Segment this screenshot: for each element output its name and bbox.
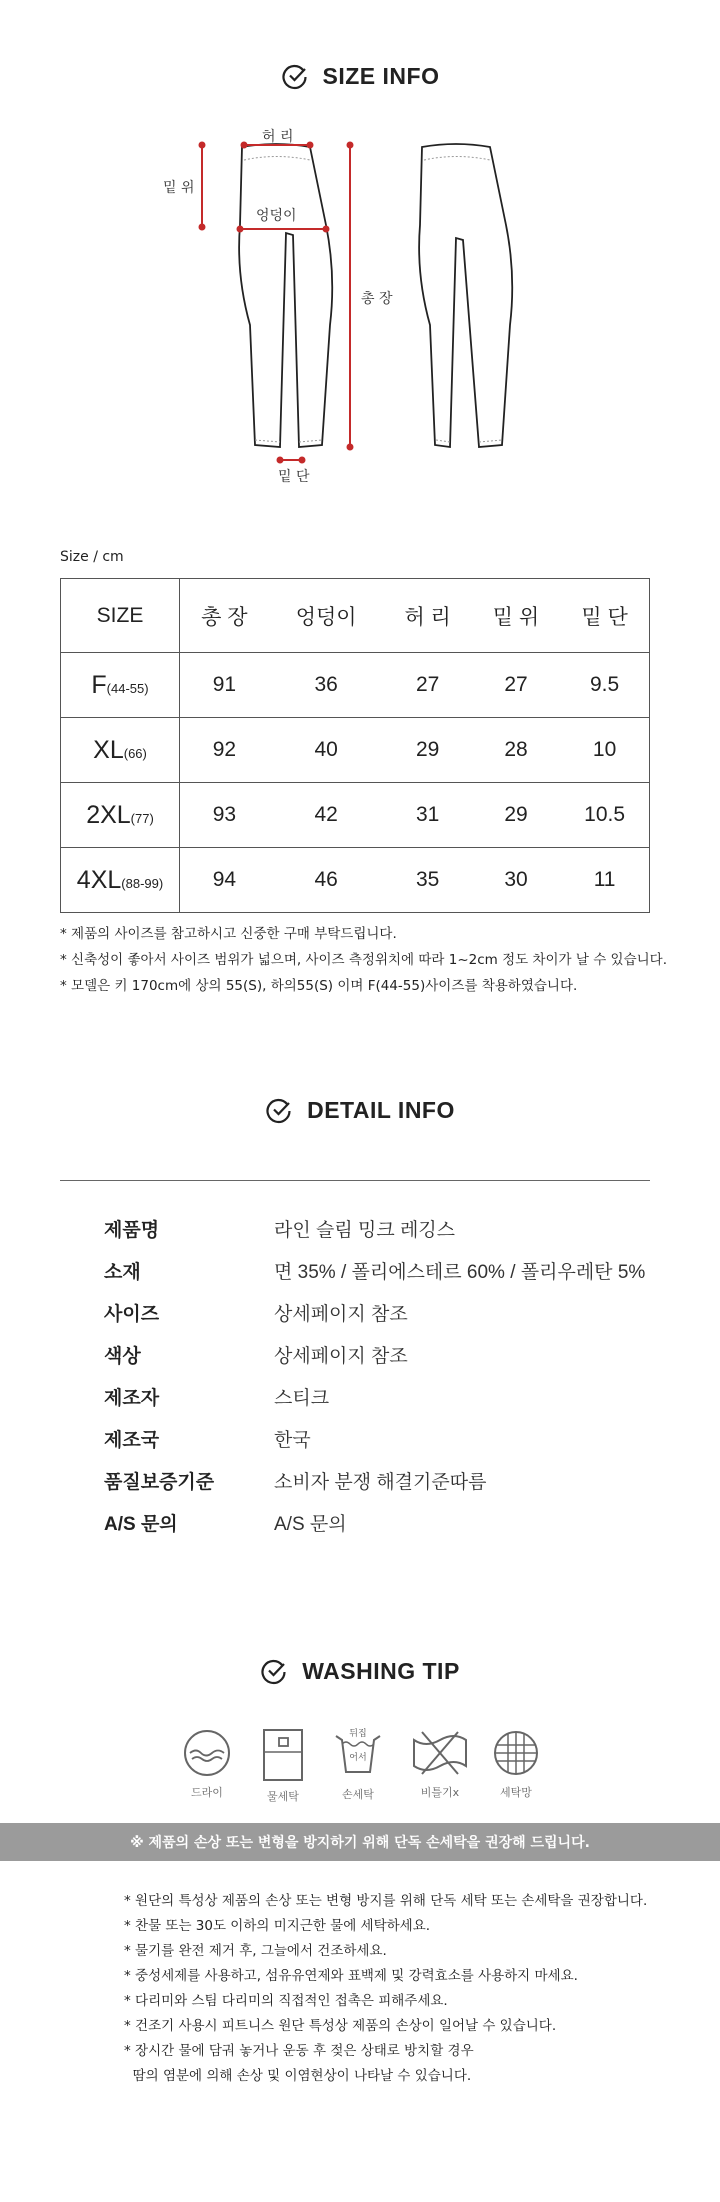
dry-clean-icon bbox=[182, 1728, 232, 1778]
detail-value: 라인 슬림 밍크 레깅스 bbox=[274, 1220, 456, 1241]
wash-tip: * 원단의 특성상 제품의 손상 또는 변형 방지를 위해 단독 세탁 또는 손세탁을 권장합니다. bbox=[124, 1893, 648, 1909]
wash-tip: * 장시간 물에 담궈 놓거나 운동 후 젖은 상태로 방치할 경우 bbox=[124, 2043, 474, 2059]
value-cell: 29 bbox=[383, 718, 471, 783]
size-table-header-row bbox=[61, 579, 650, 653]
wash-icon-item bbox=[248, 1728, 318, 1804]
size-cell: 2XL(77) bbox=[61, 783, 180, 848]
wash-caption: 세탁망 bbox=[500, 1786, 532, 1799]
size-table-row bbox=[61, 848, 650, 913]
value-cell: 36 bbox=[269, 653, 384, 718]
detail-row bbox=[104, 1252, 645, 1294]
size-note: * 신축성이 좋아서 사이즈 범위가 넓으며, 사이즈 측정위치에 따라 1~2cm 정도 차이가 날 수 있습니다. bbox=[60, 952, 667, 968]
hip-label: 엉덩이 bbox=[256, 208, 297, 224]
value-cell: 93 bbox=[180, 783, 269, 848]
leggings-diagram bbox=[150, 125, 570, 495]
size-table-header-cell: SIZE bbox=[61, 579, 180, 653]
water-wash-icon bbox=[258, 1728, 308, 1782]
detail-key: 소재 bbox=[104, 1262, 141, 1283]
detail-key: 사이즈 bbox=[104, 1304, 160, 1325]
value-cell: 28 bbox=[472, 718, 560, 783]
size-table-header-cell: 밑 단 bbox=[560, 579, 649, 653]
value-cell: 91 bbox=[180, 653, 269, 718]
detail-list bbox=[104, 1210, 645, 1546]
hand-wash-inner-text: 뒤집 bbox=[349, 1729, 367, 1739]
detail-row bbox=[104, 1504, 645, 1546]
value-cell: 10.5 bbox=[560, 783, 649, 848]
wash-tip: * 중성세제를 사용하고, 섬유유연제와 표백제 및 강력효소를 사용하지 마세요. bbox=[124, 1968, 578, 1984]
size-table-header-cell: 허 리 bbox=[383, 579, 471, 653]
detail-info-title: DETAIL INFO bbox=[307, 1096, 455, 1123]
hand-wash-icon bbox=[332, 1728, 384, 1780]
detail-key: A/S 문의 bbox=[104, 1514, 178, 1535]
size-note: * 제품의 사이즈를 참고하시고 신중한 구매 부탁드립니다. bbox=[60, 926, 397, 942]
detail-info-heading bbox=[0, 1096, 720, 1124]
size-notes bbox=[60, 921, 667, 999]
washing-tip-heading bbox=[0, 1657, 720, 1685]
detail-key: 품질보증기준 bbox=[104, 1472, 215, 1493]
detail-row bbox=[104, 1420, 645, 1462]
check-circle-icon bbox=[260, 1657, 288, 1685]
detail-row bbox=[104, 1378, 645, 1420]
detail-key: 제조국 bbox=[104, 1430, 160, 1451]
size-note: * 모델은 키 170cm에 상의 55(S), 하의55(S) 이며 F(44-55)사이즈를 착용하였습니다. bbox=[60, 978, 578, 994]
length-label: 총 장 bbox=[361, 291, 393, 307]
detail-row bbox=[104, 1462, 645, 1504]
wash-tip: * 건조기 사용시 피트니스 원단 특성상 제품의 손상이 일어날 수 있습니다. bbox=[124, 2018, 557, 2034]
size-table-row bbox=[61, 653, 650, 718]
waist-label: 허 리 bbox=[262, 129, 294, 145]
size-table-header-cell: 총 장 bbox=[180, 579, 269, 653]
wash-caption: 비틀기x bbox=[420, 1786, 460, 1799]
laundry-net-icon bbox=[491, 1728, 541, 1778]
washing-tip-title: WASHING TIP bbox=[302, 1657, 460, 1684]
size-info-title: SIZE INFO bbox=[322, 62, 440, 89]
value-cell: 31 bbox=[383, 783, 471, 848]
wash-warning-banner: ※ 제품의 손상 또는 변형을 방지하기 위해 단독 손세탁을 권장해 드립니다. bbox=[0, 1823, 720, 1861]
leggings-front-drawing bbox=[239, 144, 332, 447]
value-cell: 94 bbox=[180, 848, 269, 913]
size-table-header-cell: 엉덩이 bbox=[269, 579, 384, 653]
value-cell: 27 bbox=[383, 653, 471, 718]
no-twist-icon bbox=[410, 1728, 470, 1778]
value-cell: 30 bbox=[472, 848, 560, 913]
size-info-heading bbox=[0, 62, 720, 90]
check-circle-icon bbox=[265, 1096, 293, 1124]
detail-row bbox=[104, 1294, 645, 1336]
check-circle-icon bbox=[281, 62, 309, 90]
value-cell: 27 bbox=[472, 653, 560, 718]
value-cell: 11 bbox=[560, 848, 649, 913]
detail-value: 상세페이지 참조 bbox=[274, 1304, 408, 1325]
wash-tips-list bbox=[124, 1889, 647, 2089]
value-cell: 92 bbox=[180, 718, 269, 783]
detail-value: 스티크 bbox=[274, 1388, 330, 1409]
wash-caption: 손세탁 bbox=[342, 1788, 374, 1801]
detail-divider bbox=[60, 1180, 650, 1181]
value-cell: 42 bbox=[269, 783, 384, 848]
wash-icon-item bbox=[172, 1728, 242, 1800]
value-cell: 29 bbox=[472, 783, 560, 848]
detail-value: 한국 bbox=[274, 1430, 311, 1451]
detail-key: 제품명 bbox=[104, 1220, 160, 1241]
detail-key: 색상 bbox=[104, 1346, 141, 1367]
size-cell: 4XL(88-99) bbox=[61, 848, 180, 913]
detail-row bbox=[104, 1336, 645, 1378]
size-table-row bbox=[61, 783, 650, 848]
detail-value: 소비자 분쟁 해결기준따름 bbox=[274, 1472, 487, 1493]
size-table-header-cell: 밑 위 bbox=[472, 579, 560, 653]
size-cell: F(44-55) bbox=[61, 653, 180, 718]
detail-row bbox=[104, 1210, 645, 1252]
size-unit-label: Size / cm bbox=[60, 549, 124, 565]
value-cell: 35 bbox=[383, 848, 471, 913]
hand-wash-inner-text: 어서 bbox=[349, 1753, 367, 1763]
wash-icon-item bbox=[323, 1728, 393, 1802]
value-cell: 46 bbox=[269, 848, 384, 913]
size-table-row bbox=[61, 718, 650, 783]
hem-label: 밑 단 bbox=[278, 469, 310, 485]
wash-tip: * 찬물 또는 30도 이하의 미지근한 물에 세탁하세요. bbox=[124, 1918, 431, 1934]
size-table bbox=[60, 578, 650, 913]
detail-value: 상세페이지 참조 bbox=[274, 1346, 408, 1367]
value-cell: 10 bbox=[560, 718, 649, 783]
value-cell: 9.5 bbox=[560, 653, 649, 718]
wash-tip: * 물기를 완전 제거 후, 그늘에서 건조하세요. bbox=[124, 1943, 387, 1959]
wash-icon-item bbox=[405, 1728, 475, 1800]
detail-key: 제조자 bbox=[104, 1388, 160, 1409]
wash-icon-item bbox=[481, 1728, 551, 1800]
value-cell: 40 bbox=[269, 718, 384, 783]
size-cell: XL(66) bbox=[61, 718, 180, 783]
leggings-back-drawing bbox=[419, 144, 512, 447]
wash-caption: 드라이 bbox=[191, 1786, 223, 1799]
detail-value: A/S 문의 bbox=[274, 1514, 347, 1535]
rise-label: 밑 위 bbox=[163, 180, 195, 196]
wash-caption: 물세탁 bbox=[267, 1790, 299, 1803]
wash-tip: 땀의 염분에 의해 손상 및 이염현상이 나타날 수 있습니다. bbox=[124, 2068, 472, 2084]
detail-value: 면 35% / 폴리에스테르 60% / 폴리우레탄 5% bbox=[274, 1262, 646, 1283]
wash-tip: * 다리미와 스팀 다리미의 직접적인 접촉은 피해주세요. bbox=[124, 1993, 448, 2009]
